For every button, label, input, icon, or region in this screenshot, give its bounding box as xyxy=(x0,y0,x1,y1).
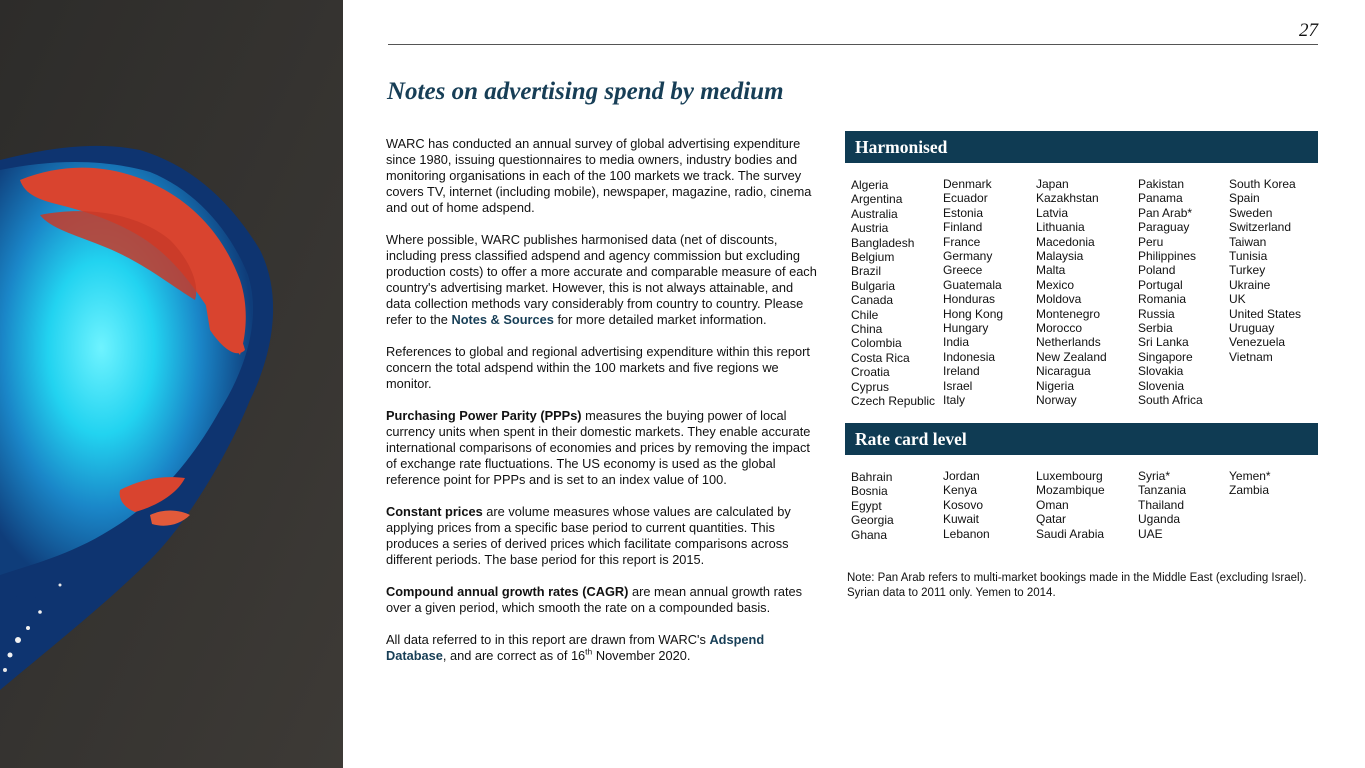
adspend-database-link[interactable]: Adspend Database xyxy=(386,632,765,663)
country-name: Lebanon xyxy=(943,526,990,541)
country-name: Lithuania xyxy=(1036,220,1085,235)
country-name: Qatar xyxy=(1036,512,1067,527)
country-name: Czech Republic xyxy=(851,394,936,409)
country-name: Turkey xyxy=(1229,263,1266,278)
country-name: Netherlands xyxy=(1036,335,1101,350)
country-name: Hong Kong xyxy=(943,306,1004,321)
country-name: Taiwan xyxy=(1229,234,1267,249)
ppp-text: measures the buying power of local currency units when spent in their domestic markets. They enable accurate international comparisons of economies and prices by removing the impact of exchange rate fluctuations. The US economy is used as the global reference point for PPPs and is set to an index value of 100. xyxy=(386,408,811,487)
country-name: Peru xyxy=(1138,234,1164,249)
country-name: Malaysia xyxy=(1036,249,1084,264)
country-name: Egypt xyxy=(851,498,882,513)
country-name: Slovenia xyxy=(1138,378,1185,393)
country-name: Uganda xyxy=(1138,512,1181,527)
country-name: Bangladesh xyxy=(851,235,915,250)
country-name: India xyxy=(943,335,970,350)
data-source-end-a: , and are correct as of 16 xyxy=(442,648,586,663)
rate-card-column-5 xyxy=(1229,469,1271,498)
country-name: Luxembourg xyxy=(1036,469,1103,483)
country-name: Costa Rica xyxy=(851,350,910,365)
country-name: Greece xyxy=(943,263,983,278)
country-name: Moldova xyxy=(1036,292,1082,307)
country-name: France xyxy=(943,234,981,249)
country-name: Serbia xyxy=(1138,321,1173,336)
country-name: Kenya xyxy=(943,483,978,498)
country-name: Indonesia xyxy=(943,349,996,364)
country-name: Switzerland xyxy=(1229,220,1292,235)
country-name: Nicaragua xyxy=(1036,364,1091,379)
country-name: Bosnia xyxy=(851,484,888,499)
data-source-paragraph xyxy=(386,632,818,664)
country-name: Denmark xyxy=(943,177,992,191)
country-name: Singapore xyxy=(1138,349,1193,364)
country-name: Austria xyxy=(851,221,889,236)
country-name: Pakistan xyxy=(1138,177,1185,191)
country-name: Malta xyxy=(1036,263,1066,278)
country-name: Canada xyxy=(851,293,894,308)
country-name: Italy xyxy=(943,393,966,408)
country-name: Honduras xyxy=(943,292,996,307)
country-name: Tanzania xyxy=(1138,483,1187,498)
cagr-text: are mean annual growth rates over a given period, which smooth the rate on a compounded basis. xyxy=(386,584,803,615)
country-name: Chile xyxy=(851,307,879,322)
country-name: Spain xyxy=(1229,191,1260,206)
harmonised-column-4 xyxy=(1138,177,1203,408)
country-name: China xyxy=(851,322,883,337)
rate-card-column-1 xyxy=(851,470,894,542)
country-name: Sweden xyxy=(1229,205,1273,220)
country-name: Macedonia xyxy=(1036,234,1095,249)
rate-card-column-2 xyxy=(943,469,990,541)
country-name: Ukraine xyxy=(1229,277,1271,292)
country-name: Belgium xyxy=(851,250,895,265)
references-paragraph: References to global and regional advertising expenditure within this report concern the total adspend within the 100 markets and five regions we monitor. xyxy=(386,344,810,391)
country-name: Georgia xyxy=(851,513,894,528)
body-text xyxy=(386,136,818,680)
country-name: South Africa xyxy=(1138,393,1203,408)
country-name: Kazakhstan xyxy=(1036,191,1099,206)
page-title: Notes on advertising spend by medium xyxy=(387,78,784,105)
harmonised-column-2 xyxy=(943,177,1003,408)
constant-prices-paragraph xyxy=(386,504,818,568)
country-name: Bahrain xyxy=(851,470,893,484)
harmonised-paragraph-end: for more detailed market information. xyxy=(557,312,767,327)
country-name: Guatemala xyxy=(943,277,1002,292)
country-name: Tunisia xyxy=(1229,249,1268,264)
data-source-end-b: November 2020. xyxy=(592,648,691,663)
country-name: Jordan xyxy=(943,469,980,483)
country-name: Saudi Arabia xyxy=(1036,526,1105,541)
country-name: Zambia xyxy=(1229,483,1270,498)
cagr-term: Compound annual growth rates (CAGR) xyxy=(386,584,629,599)
country-name: Romania xyxy=(1138,292,1187,307)
constant-prices-term: Constant prices xyxy=(386,504,483,519)
rate-card-column-4 xyxy=(1138,469,1186,541)
top-rule xyxy=(388,44,1318,45)
ppp-paragraph xyxy=(386,408,818,488)
country-name: Japan xyxy=(1036,177,1069,191)
harmonised-paragraph xyxy=(386,232,818,328)
country-name: Cyprus xyxy=(851,379,890,394)
satellite-illustration xyxy=(0,0,343,768)
country-name: Venezuela xyxy=(1229,335,1286,350)
country-name: Ghana xyxy=(851,527,888,542)
country-name: Brazil xyxy=(851,264,882,279)
country-name: Colombia xyxy=(851,336,902,351)
country-name: Paraguay xyxy=(1138,220,1190,235)
country-name: UK xyxy=(1229,292,1246,307)
page-number: 27 xyxy=(1299,20,1318,41)
country-name: Australia xyxy=(851,206,898,221)
harmonised-header: Harmonised xyxy=(845,131,1318,163)
country-name: Portugal xyxy=(1138,277,1183,292)
country-name: Hungary xyxy=(943,321,989,336)
constant-prices-text: are volume measures whose values are calculated by applying prices from a specific base period to current quantities. This produces a series of derived prices which facilitate comparisons across different periods. The base period for this report is 2015. xyxy=(386,504,791,567)
country-name: Syria* xyxy=(1138,469,1171,483)
country-name: Ecuador xyxy=(943,191,988,206)
data-source-text: All data referred to in this report are drawn from WARC's xyxy=(386,632,706,647)
country-name: Estonia xyxy=(943,205,984,220)
country-name: Slovakia xyxy=(1138,364,1184,379)
ordinal-suffix: th xyxy=(585,646,593,657)
country-name: Algeria xyxy=(851,178,889,192)
harmonised-column-5 xyxy=(1229,177,1301,364)
harmonised-column-3 xyxy=(1036,177,1107,408)
country-name: Norway xyxy=(1036,393,1077,408)
country-name: Nigeria xyxy=(1036,378,1075,393)
country-name: Pan Arab* xyxy=(1138,205,1193,220)
country-name: Oman xyxy=(1036,497,1069,512)
country-name: Poland xyxy=(1138,263,1176,278)
country-name: Kosovo xyxy=(943,497,984,512)
country-name: United States xyxy=(1229,306,1302,321)
country-name: Uruguay xyxy=(1229,321,1275,336)
country-name: New Zealand xyxy=(1036,349,1107,364)
country-name: Montenegro xyxy=(1036,306,1101,321)
country-name: Bulgaria xyxy=(851,278,896,293)
country-name: Croatia xyxy=(851,365,890,380)
country-name: Panama xyxy=(1138,191,1183,206)
country-name: Yemen* xyxy=(1229,469,1271,483)
country-name: UAE xyxy=(1138,526,1163,541)
rate-card-header: Rate card level xyxy=(845,423,1318,455)
country-name: Philippines xyxy=(1138,249,1197,264)
country-name: Israel xyxy=(943,378,973,393)
notes-sources-link[interactable]: Notes & Sources xyxy=(451,312,554,327)
country-name: Argentina xyxy=(851,192,903,207)
country-name: Ireland xyxy=(943,364,980,379)
ppp-term: Purchasing Power Parity (PPPs) xyxy=(386,408,582,423)
country-name: Latvia xyxy=(1036,205,1069,220)
country-name: Sri Lanka xyxy=(1138,335,1189,350)
country-name: Russia xyxy=(1138,306,1175,321)
satellite-image xyxy=(0,0,343,768)
country-name: Kuwait xyxy=(943,512,980,527)
country-name: Germany xyxy=(943,249,993,264)
country-name: South Korea xyxy=(1229,177,1296,191)
country-name: Morocco xyxy=(1036,321,1083,336)
harmonised-paragraph-text: Where possible, WARC publishes harmonised data (net of discounts, including press classified adspend and agency commission but excluding production costs) to offer a more accurate and comparable measure of each country's advertising market. However, this is not always attainable, and data collection methods vary considerably from country to country. Please refer to the xyxy=(386,232,817,327)
country-name: Mozambique xyxy=(1036,483,1105,498)
footnote: Note: Pan Arab refers to multi-market bookings made in the Middle East (excluding Israel). Syrian data to 2011 only. Yemen to 2014. xyxy=(847,572,1307,599)
rate-card-column-3 xyxy=(1036,469,1105,541)
harmonised-column-1 xyxy=(851,178,935,409)
country-name: Mexico xyxy=(1036,277,1075,292)
cagr-paragraph xyxy=(386,584,818,616)
country-name: Finland xyxy=(943,220,983,235)
country-name: Thailand xyxy=(1138,497,1185,512)
country-name: Vietnam xyxy=(1229,349,1273,364)
intro-paragraph: WARC has conducted an annual survey of global advertising expenditure since 1980, issuing questionnaires to media owners, industry bodies and monitoring organisations in each of the 100 markets we track. The survey covers TV, internet (including mobile), newspaper, magazine, radio, cinema and out of home adspend. xyxy=(386,136,812,215)
